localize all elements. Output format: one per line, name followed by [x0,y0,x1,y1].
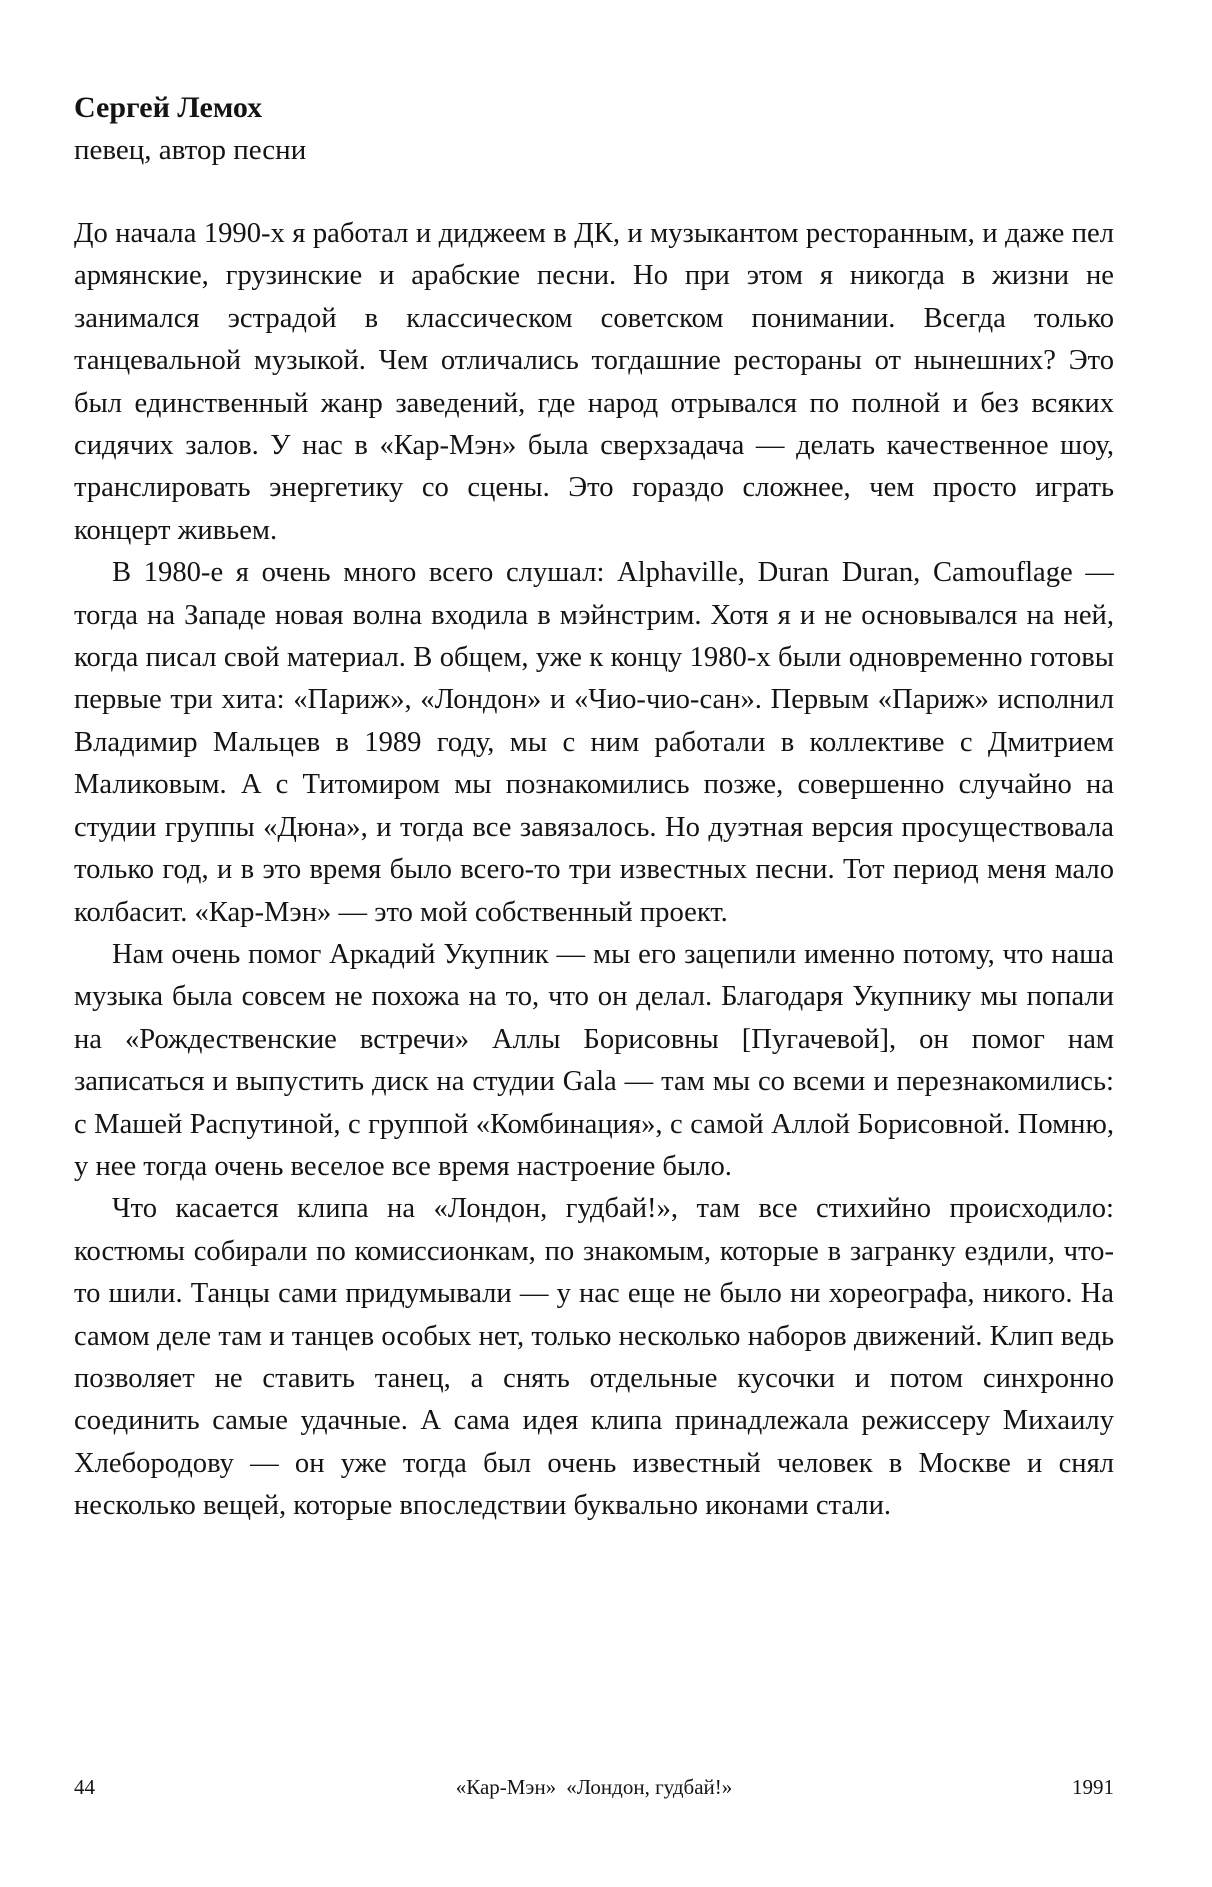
paragraph-2: В 1980-е я очень много всего слушал: Alphaville, Duran Duran, Camouflage — тогда на Западе новая волна входила в мэйнстрим. Хотя я и не основывался на ней, когда писал свой материал. В общем, уже к концу 1980-х были одновременно готовы первые три хита: «Париж», «Лондон» и «Чио-чио-сан». Первым «Париж» исполнил Владимир Мальцев в 1989 году, мы с ним работали в коллективе с Дмитрием Маликовым. А с Титомиром мы познакомились позже, совершенно случайно на студии группы «Дюна», и тогда все завязалось. Но дуэтная версия просуществовала только год, и в это время было всего-то три известных песни. Тот период меня мало колбасит. «Кар-Мэн» — это мой собственный проект. [74,557,1114,928]
paragraph-3: Нам очень помог Аркадий Укупник — мы его зацепили именно потому, что наша музыка была совсем не похожа на то, что он делал. Благодаря Укупнику мы попали на «Рождественские встречи» Аллы Борисовны [Пугачевой], он помог нам записаться и выпустить диск на студии Gala — там мы со всеми и перезнакомились: с Машей Распутиной, с группой «Комбинация», с самой Аллой Борисовной. Помню, у нее тогда очень веселое все время настроение было. [74,938,1114,1182]
page-number: 44 [74,1775,95,1799]
paragraph-1: До начала 1990-х я работал и диджеем в ДК, и музыкантом ресторанным, и даже пел армянские, грузинские и арабские песни. Но при этом я никогда в жизни не занимался эстрадой в классическом советском понимании. Всегда только танцевальной музыкой. Чем отличались тогдашние рестораны от нынешних? Это был единственный жанр заведений, где народ отрывался по полной и без всяких сидячих залов. У нас в «Кар-Мэн» была сверхзадача — делать качественное шоу, транслировать энергетику со сцены. Это гораздо сложнее, чем просто играть концерт живьем. [74,218,1114,546]
running-title [74,1770,1114,1804]
author-name: Сергей Лемох [74,91,263,124]
page-footer [74,1770,1114,1804]
article-body [74,213,1114,1528]
author-role: певец, автор песни [74,134,307,166]
running-year: 1991 [1072,1775,1114,1799]
paragraph-4: Что касается клипа на «Лондон, гудбай!», там все стихийно происходило: костюмы собирали по комиссионкам, по знакомым, которые в загранку ездили, что-то шили. Танцы сами придумывали — у нас еще не было ни хореографа, никого. На самом деле там и танцев особых нет, только несколько наборов движений. Клип ведь позволяет не ставить танец, а снять отдельные кусочки и потом синхронно соединить самые удачные. А сама идея клипа принадлежала режиссеру Михаилу Хлебородову — он уже тогда был очень известный человек в Москве и снял несколько вещей, которые впоследствии буквально иконами стали. [74,1193,1114,1522]
running-title-artist: «Кар-Мэн» [455,1775,557,1799]
author-block [74,88,1114,170]
running-title-song: «Лондон, гудбай!» [566,1775,733,1799]
